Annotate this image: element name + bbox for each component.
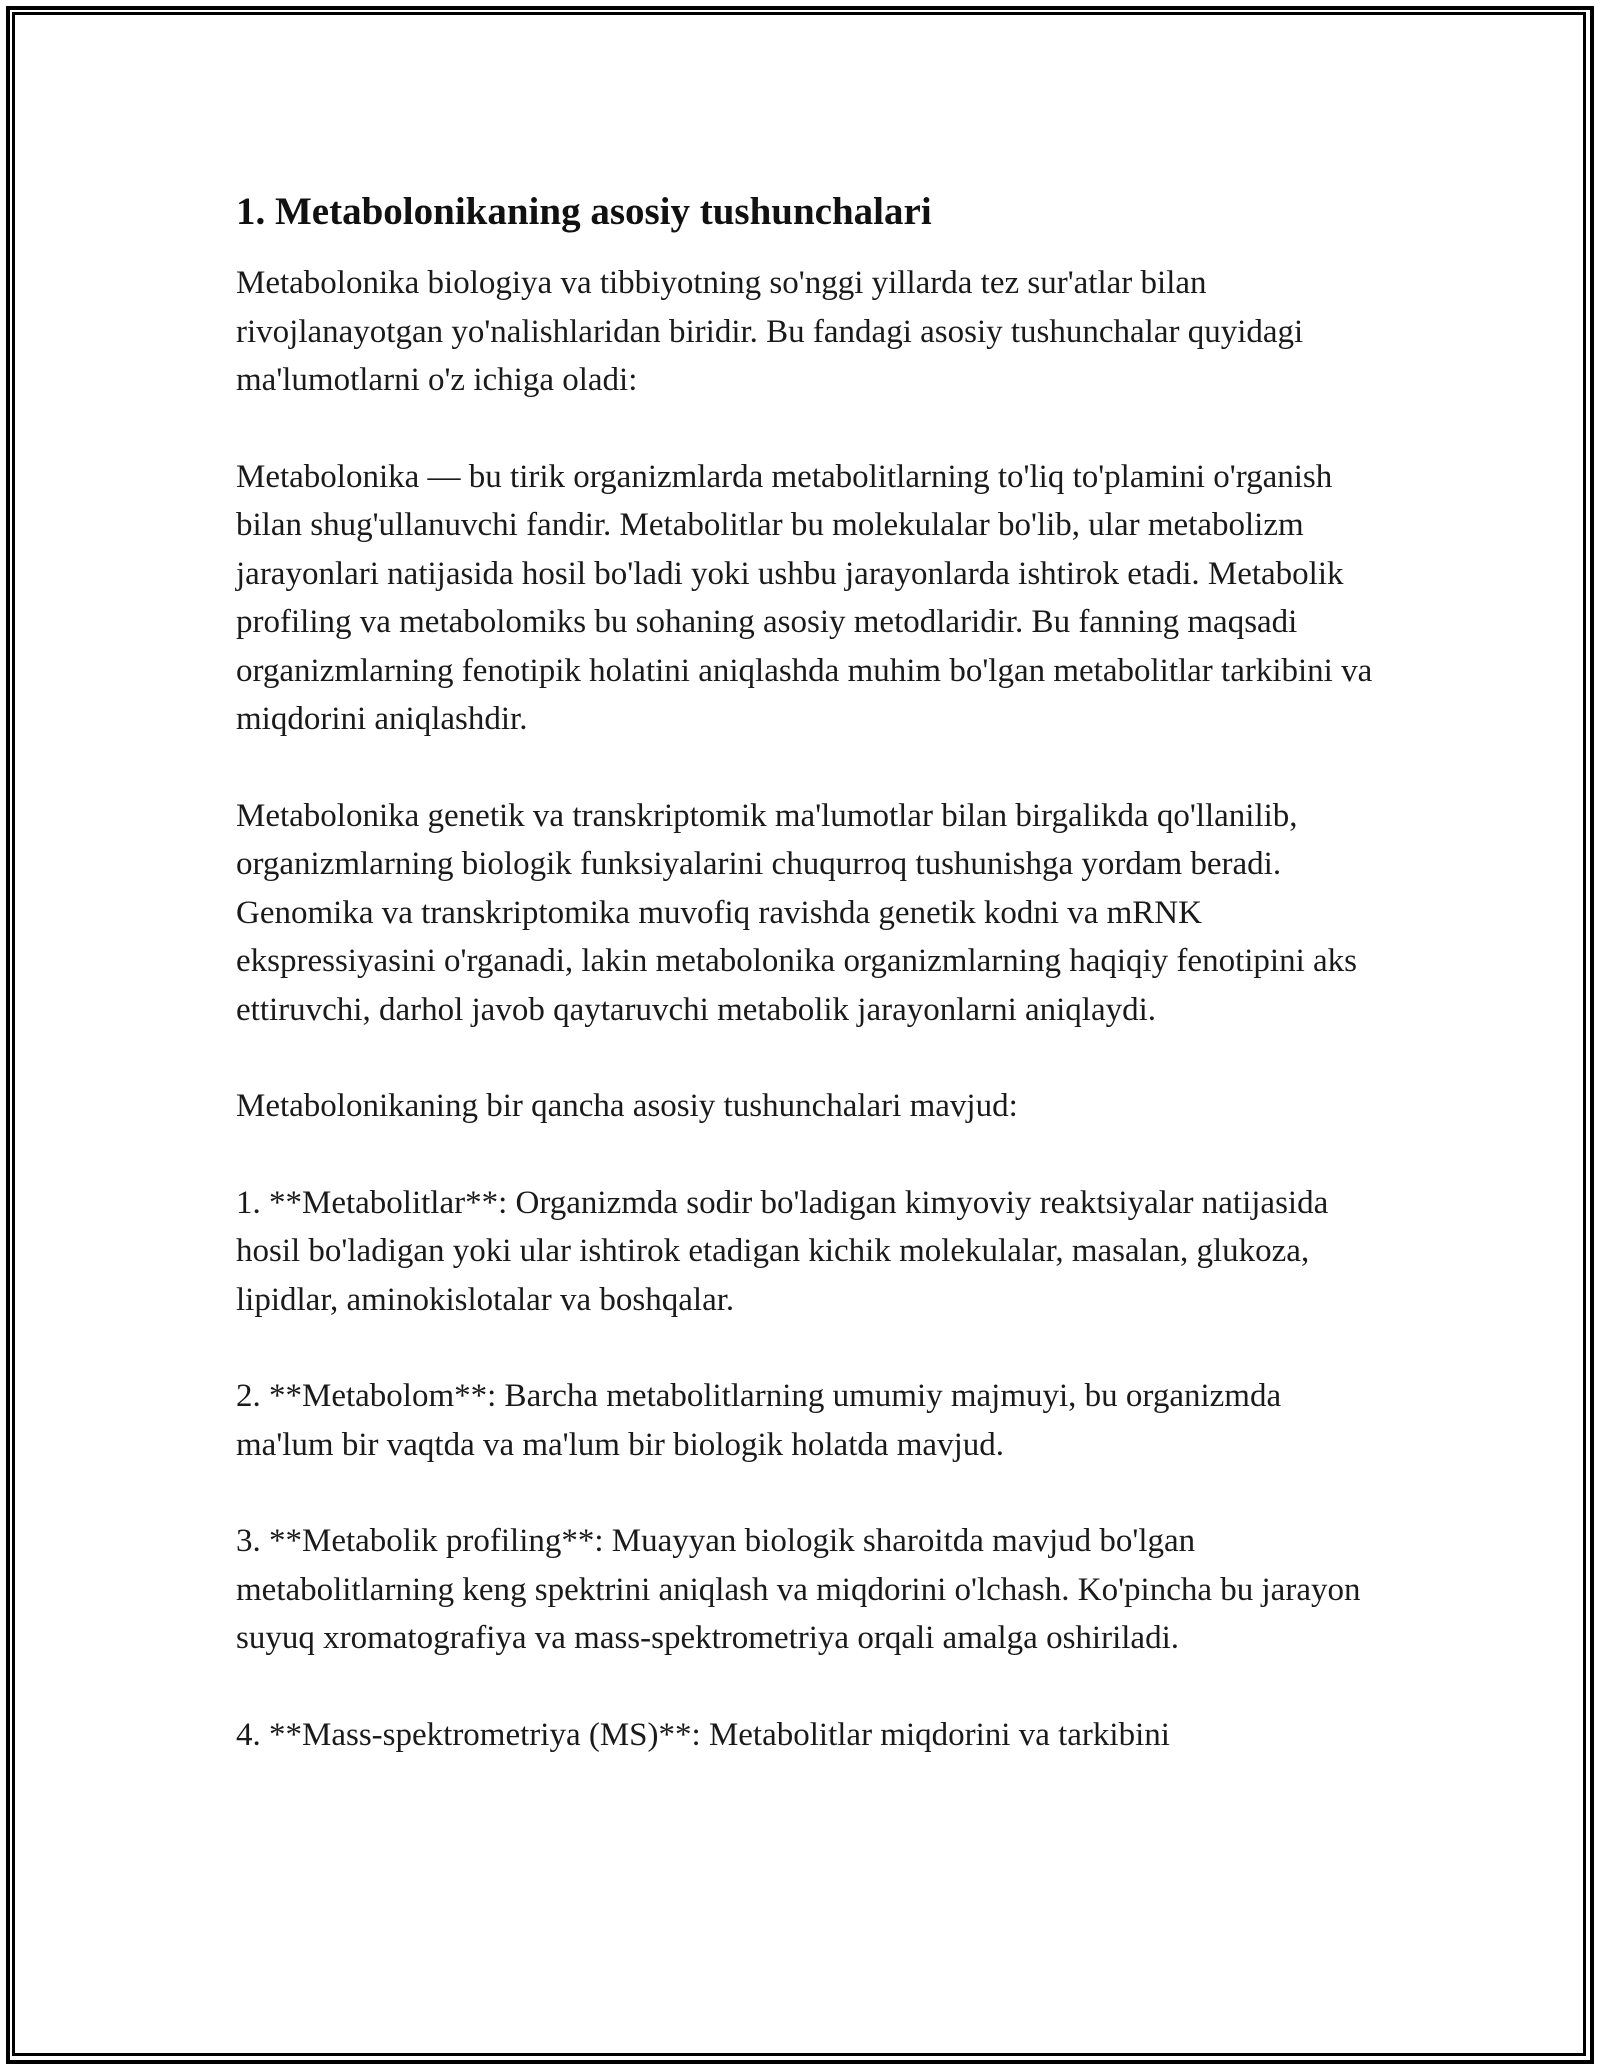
list-item-metabolites: 1. **Metabolitlar**: Organizmda sodir bo'ladigan kimyoviy reaktsiyalar natijasida hosil bo'ladigan yoki ular ishtirok etadigan kichik molekulalar, masalan, glukoza, lipidlar, aminokislotalar va boshqalar. bbox=[236, 1184, 1329, 1318]
list-item-metabolome: 2. **Metabolom**: Barcha metabolitlarning umumiy majmuyi, bu organizmda ma'lum bir vaqtda va ma'lum bir biologik holatda mavjud. bbox=[236, 1378, 1282, 1463]
document-body bbox=[236, 186, 1376, 1807]
section-heading: 1. Metabolonikaning asosiy tushunchalari bbox=[236, 190, 932, 233]
paragraph-intro: Metabolonika biologiya va tibbiyotning so'nggi yillarda tez sur'atlar bilan rivojlanayotgan yo'nalishlaridan biridir. Bu fandagi asosiy tushunchalar quyidagi ma'lumotlarni o'z ichiga oladi: bbox=[236, 265, 1304, 398]
paragraph-definition: Metabolonika — bu tirik organizmlarda metabolitlarning to'liq to'plamini o'rganish bilan shug'ullanuvchi fandir. Metabolitlar bu molekulalar bo'lib, ular metabolizm jarayonlari natijasida hosil bo'ladi yoki ushbu jarayonlarda ishtirok etadi. Metabolik profiling va metabolomiks bu sohaning asosiy metodlaridir. Bu fanning maqsadi organizmlarning fenotipik holatini aniqlashda muhim bo'lgan metabolitlar tarkibini va miqdorini aniqlashdir. bbox=[236, 458, 1373, 737]
paragraph-concepts-intro: Metabolonikaning bir qancha asosiy tushunchalari mavjud: bbox=[236, 1088, 1018, 1124]
list-item-metabolic-profiling: 3. **Metabolik profiling**: Muayyan biologik sharoitda mavjud bo'lgan metabolitlarning keng spektrini aniqlash va miqdorini o'lchash. Ko'pincha bu jarayon suyuq xromatografiya va mass-spektrometriya orqali amalga oshiriladi. bbox=[236, 1523, 1361, 1656]
paragraph-genomics: Metabolonika genetik va transkriptomik ma'lumotlar bilan birgalikda qo'llanilib, organizmlarning biologik funksiyalarini chuqurroq tushunishga yordam beradi. Genomika va transkriptomika muvofiq ravishda genetik kodni va mRNK ekspressiyasini o'rganadi, lakin metabolonika organizmlarning haqiqiy fenotipini aks ettiruvchi, darhol javob qaytaruvchi metabolik jarayonlarni aniqlaydi. bbox=[236, 797, 1357, 1028]
list-item-mass-spectrometry: 4. **Mass-spektrometriya (MS)**: Metabolitlar miqdorini va tarkibini bbox=[236, 1716, 1170, 1753]
